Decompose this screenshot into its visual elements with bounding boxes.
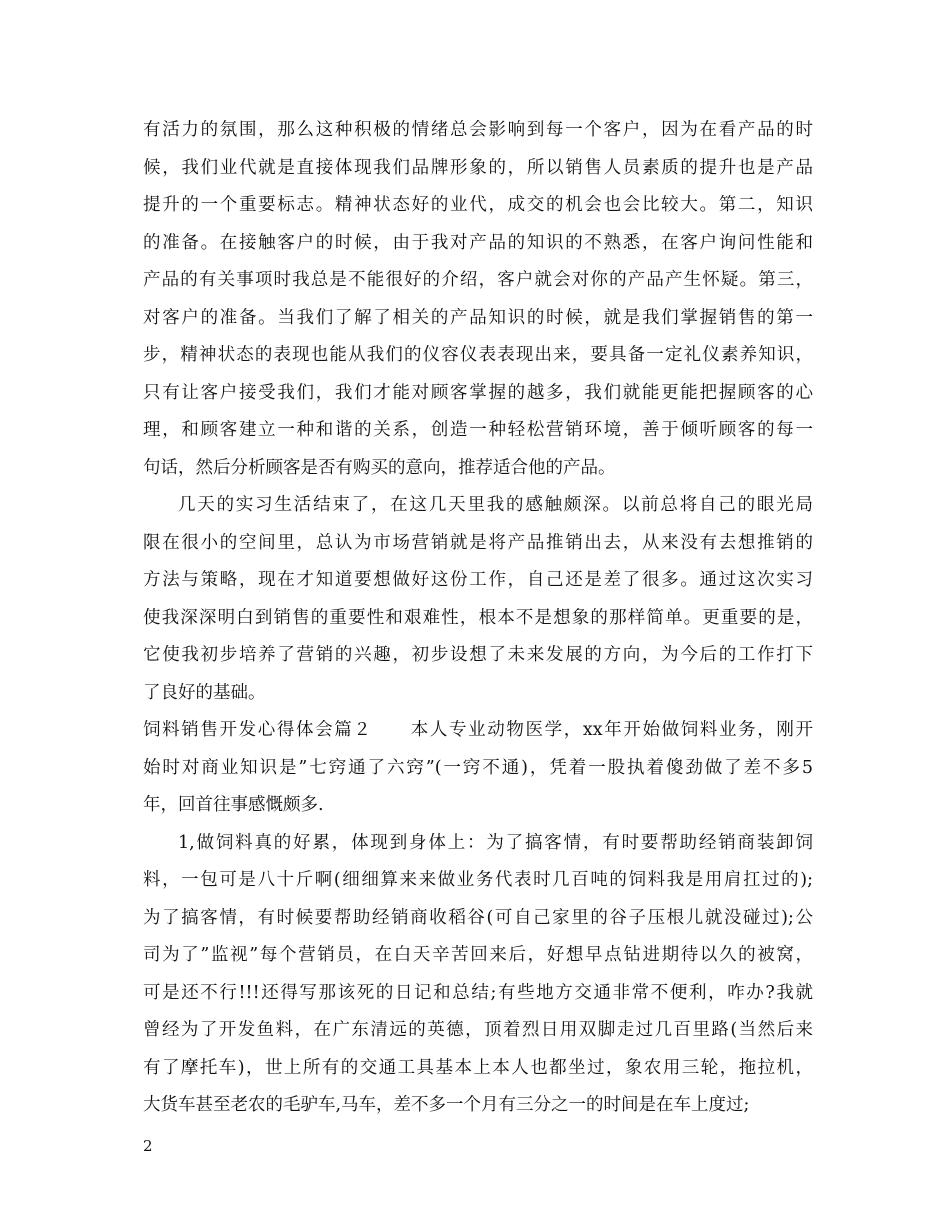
text-line: 有活力的氛围，那么这种积极的情绪总会影响到每一个客户，因为在看产品的时: [143, 120, 813, 140]
text-line: 有了摩托车)，世上所有的交通工具基本上本人也都坐过，象农用三轮，拖拉机，: [143, 1057, 813, 1078]
document-body: [143, 112, 813, 1125]
text-line: 提升的一个重要标志。精神状态好的业代，成交的机会也会比较大。第二，知识: [143, 195, 813, 215]
text-line: 的准备。在接触客户的时候，由于我对产品的知识的不熟悉，在客户询问性能和: [143, 232, 813, 253]
text-line: 只有让客户接受我们，我们才能对顾客掌握的越多，我们就能更能把握顾客的心: [143, 382, 813, 403]
text-line: 始时对商业知识是”七窍通了六窍”(一窍不通)，凭着一股执着傻劲做了差不多5: [143, 757, 813, 778]
paragraph-end-line: 句话，然后分析顾客是否有购买的意向，推荐适合他的产品。: [143, 457, 616, 478]
text-line: 限在很小的空间里，总认为市场营销就是将产品推销出去，从来没有去想推销的: [143, 532, 813, 553]
text-line: 步，精神状态的表现也能从我们的仪容仪表表现出来，要具备一定礼仪素养知识，: [143, 345, 813, 365]
text-line: 可是还不行!!!还得写那该死的日记和总结;有些地方交通非常不便利，咋办?我就: [143, 982, 813, 1003]
text-line: 司为了”监视”每个营销员，在白天辛苦回来后，好想早点钻进期待以久的被窝，: [143, 945, 813, 965]
text-line: 使我深深明白到销售的重要性和艰难性，根本不是想象的那样简单。更重要的是，: [143, 607, 813, 628]
text-line: 料，一包可是八十斤啊(细细算来来做业务代表时几百吨的饲料我是用肩扛过的);: [143, 870, 813, 890]
section-heading-line: 饲料销售开发心得体会篇２ 本人专业动物医学，xx年开始做饲料业务，刚开: [143, 720, 813, 740]
text-line: 产品的有关事项时我总是不能很好的介绍，客户就会对你的产品产生怀疑。第三，: [143, 270, 813, 290]
text-line: 理，和顾客建立一种和谐的关系，创造一种轻松营销环境，善于倾听顾客的每一: [143, 420, 813, 440]
page-number: 2: [143, 1137, 153, 1155]
paragraph-end-line: 了良好的基础。: [143, 682, 266, 703]
text-line: 它使我初步培养了营销的兴趣，初步设想了未来发展的方向，为今后的工作打下: [143, 645, 813, 665]
text-line: 曾经为了开发鱼料，在广东清远的英德，顶着烈日用双脚走过几百里路(当然后来: [143, 1020, 813, 1040]
text-line: 候，我们业代就是直接体现我们品牌形象的，所以销售人员素质的提升也是产品: [143, 157, 813, 178]
paragraph-first-line: 1,做饲料真的好累，体现到身体上：为了搞客情，有时要帮助经销商装卸饲: [178, 832, 813, 853]
text-line: 大货车甚至老农的毛驴车,马车，差不多一个月有三分之一的时间是在车上度过;: [143, 1095, 750, 1115]
paragraph-end-line: 年，回首往事感慨颇多.: [143, 795, 324, 815]
text-line: 方法与策略，现在才知道要想做好这份工作，自己还是差了很多。通过这次实习: [143, 570, 813, 590]
text-line: 对客户的准备。当我们了解了相关的产品知识的时候，就是我们掌握销售的第一: [143, 307, 813, 328]
paragraph-first-line: 几天的实习生活结束了，在这几天里我的感触颇深。以前总将自己的眼光局: [178, 495, 813, 515]
text-line: 为了搞客情，有时候要帮助经销商收稻谷(可自己家里的谷子压根儿就没碰过);公: [143, 907, 813, 928]
